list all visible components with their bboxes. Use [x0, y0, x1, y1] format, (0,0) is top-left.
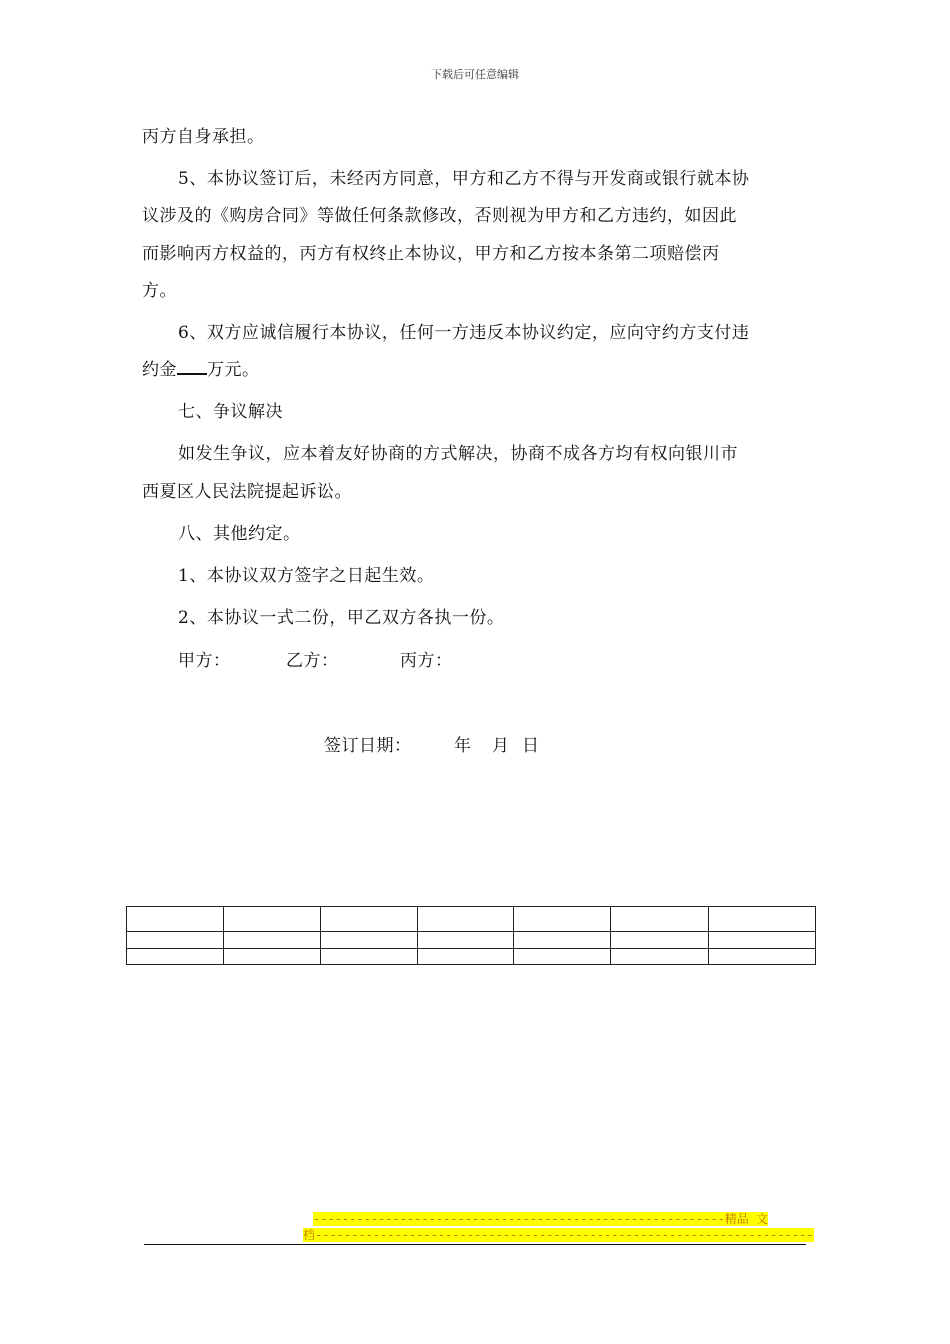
table-cell — [611, 949, 709, 965]
table-cell — [223, 932, 320, 949]
party-b-signature: 乙方： — [286, 651, 339, 671]
footer-rule — [144, 1244, 806, 1245]
section-8-item-1: 1、本协议双方签字之日起生效。 — [178, 566, 435, 586]
party-a-signature: 甲方： — [178, 651, 231, 671]
sign-date-year: 年 — [454, 736, 472, 756]
clause-5-line-1: 5、本协议签订后，未经丙方同意，甲方和乙方不得与开发商或银行就本协 — [178, 169, 750, 189]
sign-date-day: 日 — [522, 736, 540, 756]
table-cell — [709, 932, 816, 949]
table-cell — [417, 932, 514, 949]
signature-row — [178, 651, 453, 671]
table-cell — [709, 949, 816, 965]
body-line-1: 丙方自身承担。 — [142, 127, 265, 147]
section-7-heading: 七、争议解决 — [178, 402, 283, 422]
penalty-amount-blank — [177, 372, 207, 375]
clause-6-line-1: 6、双方应诚信履行本协议，任何一方违反本协议约定，应向守约方支付违 — [178, 323, 750, 343]
table-cell — [417, 949, 514, 965]
table-cell — [127, 907, 224, 932]
table-cell — [611, 907, 709, 932]
sign-date-label: 签订日期： — [324, 736, 412, 756]
section-8-heading: 八、其他约定。 — [178, 524, 301, 544]
clause-6-line-2 — [142, 360, 260, 380]
table-cell — [514, 932, 611, 949]
section-8-item-2: 2、本协议一式二份，甲乙双方各执一份。 — [178, 608, 505, 628]
footer-watermark-line-2: 档--------------------------------------------------------------------- — [303, 1228, 814, 1242]
table-cell — [320, 949, 417, 965]
table-cell — [223, 949, 320, 965]
table-cell — [223, 907, 320, 932]
penalty-label: 约金 — [142, 360, 177, 380]
sign-date-row — [324, 736, 540, 756]
clause-5-line-2: 议涉及的《购房合同》等做任何条款修改，否则视为甲方和乙方违约，如因此 — [142, 206, 737, 226]
section-7-line-2: 西夏区人民法院提起诉讼。 — [142, 482, 352, 502]
blank-grid-table — [126, 906, 816, 965]
table-cell — [709, 907, 816, 932]
table-cell — [127, 949, 224, 965]
page-header: 下载后可任意编辑 — [431, 68, 519, 81]
table-cell — [611, 932, 709, 949]
table-cell — [320, 907, 417, 932]
clause-5-line-4: 方。 — [142, 281, 177, 301]
table-cell — [127, 932, 224, 949]
clause-5-line-3: 而影响丙方权益的，丙方有权终止本协议，甲方和乙方按本条第二项赔偿丙 — [142, 244, 720, 264]
table-cell — [514, 907, 611, 932]
footer-watermark-line-1: ---------------------------------------------------------精品 文 — [313, 1212, 769, 1226]
table-cell — [514, 949, 611, 965]
sign-date-month: 月 — [492, 736, 510, 756]
table-cell — [320, 932, 417, 949]
section-7-line-1: 如发生争议，应本着友好协商的方式解决，协商不成各方均有权向银川市 — [178, 444, 738, 464]
penalty-unit: 万元。 — [207, 360, 260, 380]
party-c-signature: 丙方： — [400, 651, 453, 671]
table-cell — [417, 907, 514, 932]
